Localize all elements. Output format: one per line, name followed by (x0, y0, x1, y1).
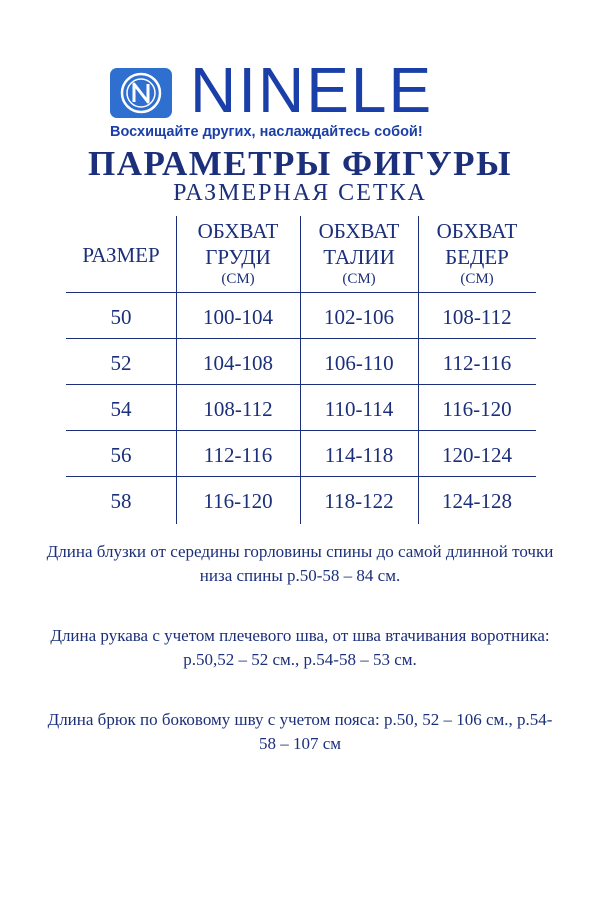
table-cell-size: 50 (110, 305, 132, 329)
header-chest-line2: ГРУДИ (205, 245, 271, 269)
table-cell-waist: 110-114 (324, 397, 394, 421)
header-hips-line1: ОБХВАТ (436, 219, 518, 243)
table-cell-chest: 112-116 (203, 443, 273, 467)
header-hips-line2: БЕДЕР (445, 245, 509, 269)
table-cell-waist: 118-122 (324, 489, 394, 513)
table-cell-size: 54 (110, 397, 132, 421)
header-waist (300, 218, 418, 288)
note-sleeve-length: Длина рукава с учетом плечевого шва, от шва втачивания воротника: р.50,52 – 52 см., р.54-58 – 53 см. (50, 626, 550, 669)
header-waist-line2: ТАЛИИ (323, 245, 395, 269)
brand-logo (110, 54, 490, 144)
table-cell-hips: 124-128 (442, 489, 512, 513)
page-subtitle: РАЗМЕРНАЯ СЕТКА (173, 180, 427, 206)
table-cell-hips: 108-112 (442, 305, 512, 329)
table-cell-chest: 104-108 (203, 351, 273, 375)
table-cell-size: 58 (110, 489, 132, 513)
page-title: ПАРАМЕТРЫ ФИГУРЫ (88, 144, 512, 183)
header-size: РАЗМЕР (82, 243, 160, 267)
header-hips-unit: (СМ) (460, 271, 494, 287)
table-cell-hips: 116-120 (442, 397, 512, 421)
header-chest-line1: ОБХВАТ (197, 219, 279, 243)
table-cell-waist: 114-118 (324, 443, 394, 467)
header-hips (418, 218, 536, 288)
brand-name: NINELE (190, 54, 434, 126)
table-cell-chest: 100-104 (203, 305, 273, 329)
logo-badge-icon (110, 68, 172, 118)
table-cell-waist: 102-106 (324, 305, 394, 329)
header-chest-unit: (СМ) (221, 271, 255, 287)
table-cell-chest: 108-112 (203, 397, 273, 421)
table-cell-chest: 116-120 (203, 489, 273, 513)
table-cell-size: 56 (110, 443, 132, 467)
row-divider (66, 292, 536, 293)
brand-slogan: Восхищайте других, наслаждайтесь собой! (110, 124, 423, 140)
table-cell-hips: 120-124 (442, 443, 512, 467)
table-cell-waist: 106-110 (324, 351, 394, 375)
header-waist-line1: ОБХВАТ (318, 219, 400, 243)
note-blouse-length: Длина блузки от середины горловины спины до самой длинной точки низа спины р.50-58 – 84 см. (46, 542, 554, 585)
note-trousers-length: Длина брюк по боковому шву с учетом пояса: р.50, 52 – 106 см., р.54-58 – 107 см (47, 710, 553, 753)
header-chest (176, 218, 300, 288)
header-waist-unit: (СМ) (342, 271, 376, 287)
table-cell-hips: 112-116 (442, 351, 512, 375)
table-cell-size: 52 (110, 351, 132, 375)
